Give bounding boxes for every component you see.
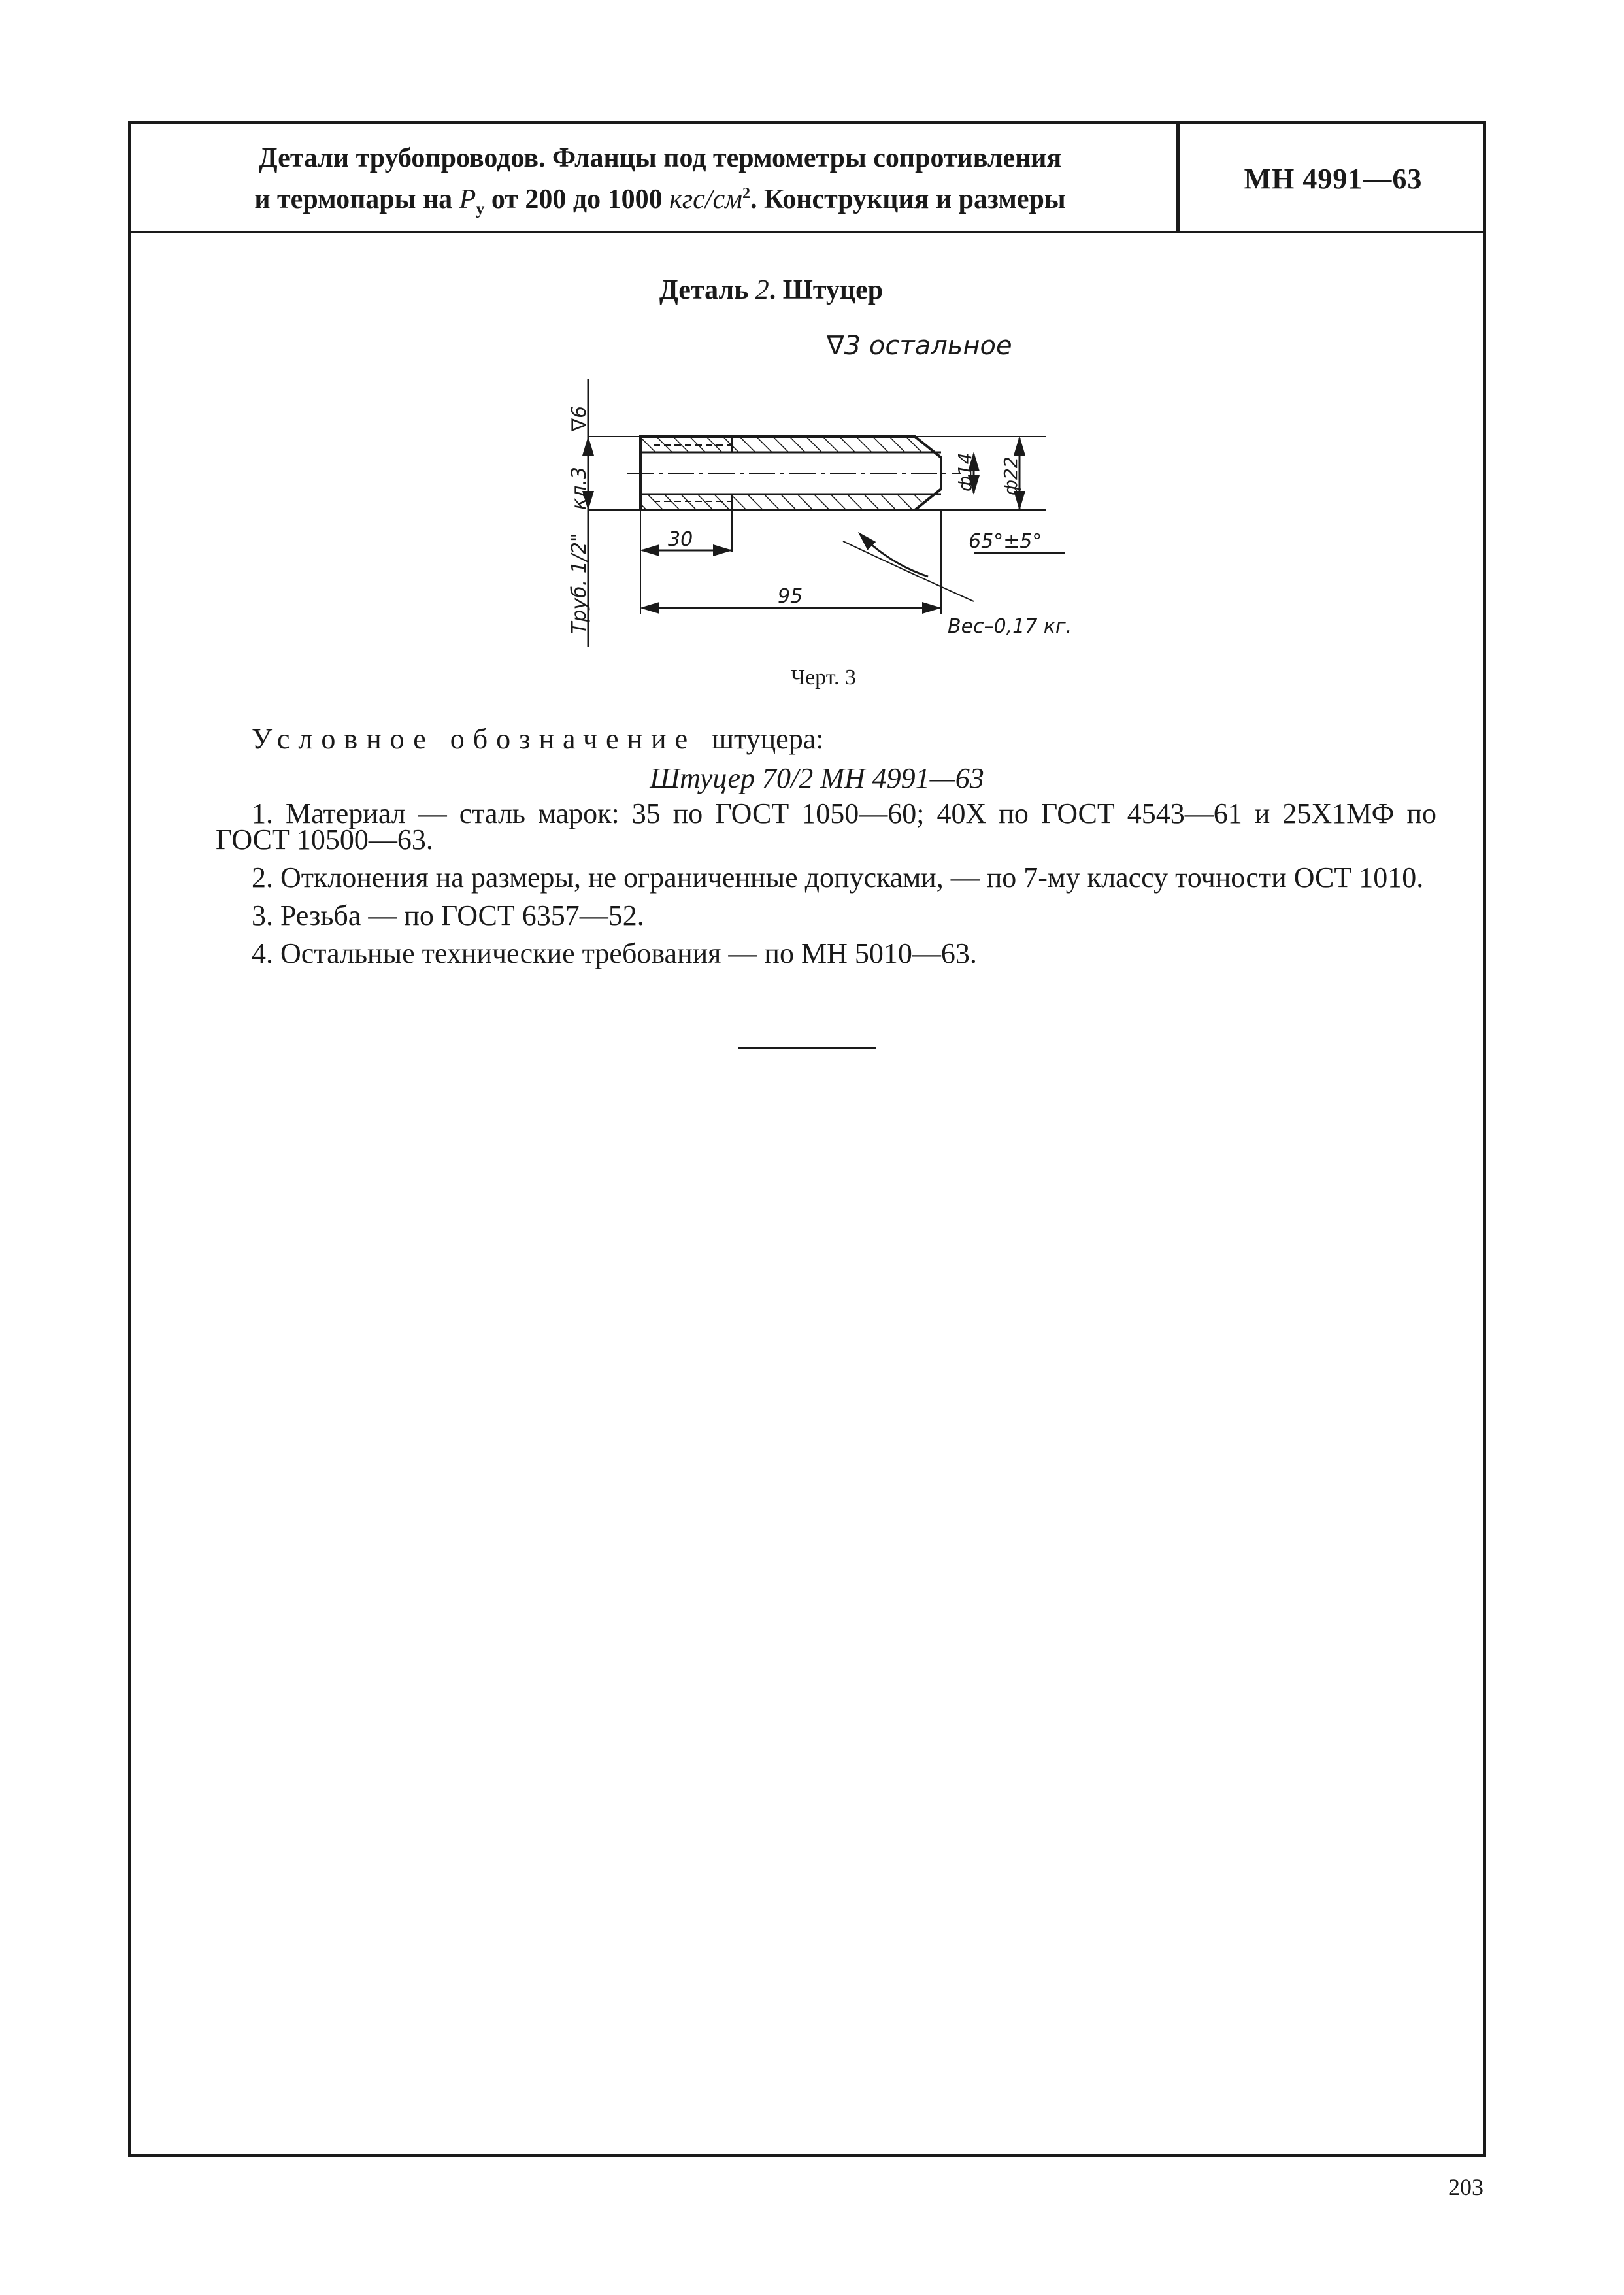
end-rule <box>738 1047 876 1049</box>
designation-label: Условное обозначение штуцера: <box>252 723 824 755</box>
requirement-item: 1. Материал — сталь марок: 35 по ГОСТ 1050—60; 40Х по ГОСТ 4543—61 и 25Х1МФ по ГОСТ 10500—63. <box>216 797 1436 856</box>
technical-drawing <box>523 320 1111 663</box>
dim-d14: ф14 <box>954 452 976 492</box>
requirements-list <box>216 797 1436 979</box>
header-vertical-separator <box>1176 124 1180 231</box>
angle-text: 65°±5° <box>969 530 1042 553</box>
page-number: 203 <box>1448 2174 1483 2200</box>
drawing-caption: Черт. 3 <box>790 665 857 690</box>
title-line-2: и термопары на $P_у$ от 200 до 1000 кгс/$см^2$. Конструкция и размеры <box>254 184 1066 218</box>
angle-arc <box>859 533 928 577</box>
angle-leader-line <box>843 541 974 601</box>
fitting-drawing-svg <box>523 320 1111 660</box>
requirement-item: 3. Резьба — по ГОСТ 6357—52. <box>252 899 644 931</box>
requirement-item: 2. Отклонения на размеры, не ограниченные допусками, — по 7-му классу точности ОСТ 1010. <box>252 862 1424 894</box>
document-title <box>157 141 1163 226</box>
standard-code: МН 4991—63 <box>1244 163 1423 195</box>
dim-30-text: 30 <box>668 528 693 551</box>
part-title: Деталь 2. Штуцер <box>659 275 884 305</box>
dim-d22: ф22 <box>1000 456 1021 495</box>
label-kl3: кл.3 <box>568 467 591 510</box>
weight-text: Вес–0,17 кг. <box>948 615 1072 638</box>
label-thread: Труб. 1/2" <box>568 533 591 634</box>
requirement-item: 4. Остальные технические требования — по МН 5010—63. <box>252 937 977 969</box>
surface-mark: ∇3 остальное <box>827 331 1012 361</box>
dim-95-text: 95 <box>778 585 803 608</box>
title-line-1: Детали трубопроводов. Фланцы под термометры сопротивления <box>258 143 1062 173</box>
designation-value: Штуцер 70/2 МН 4991—63 <box>650 762 984 794</box>
header-separator <box>128 231 1486 233</box>
surface-left-mark: ∇6 <box>568 405 591 431</box>
